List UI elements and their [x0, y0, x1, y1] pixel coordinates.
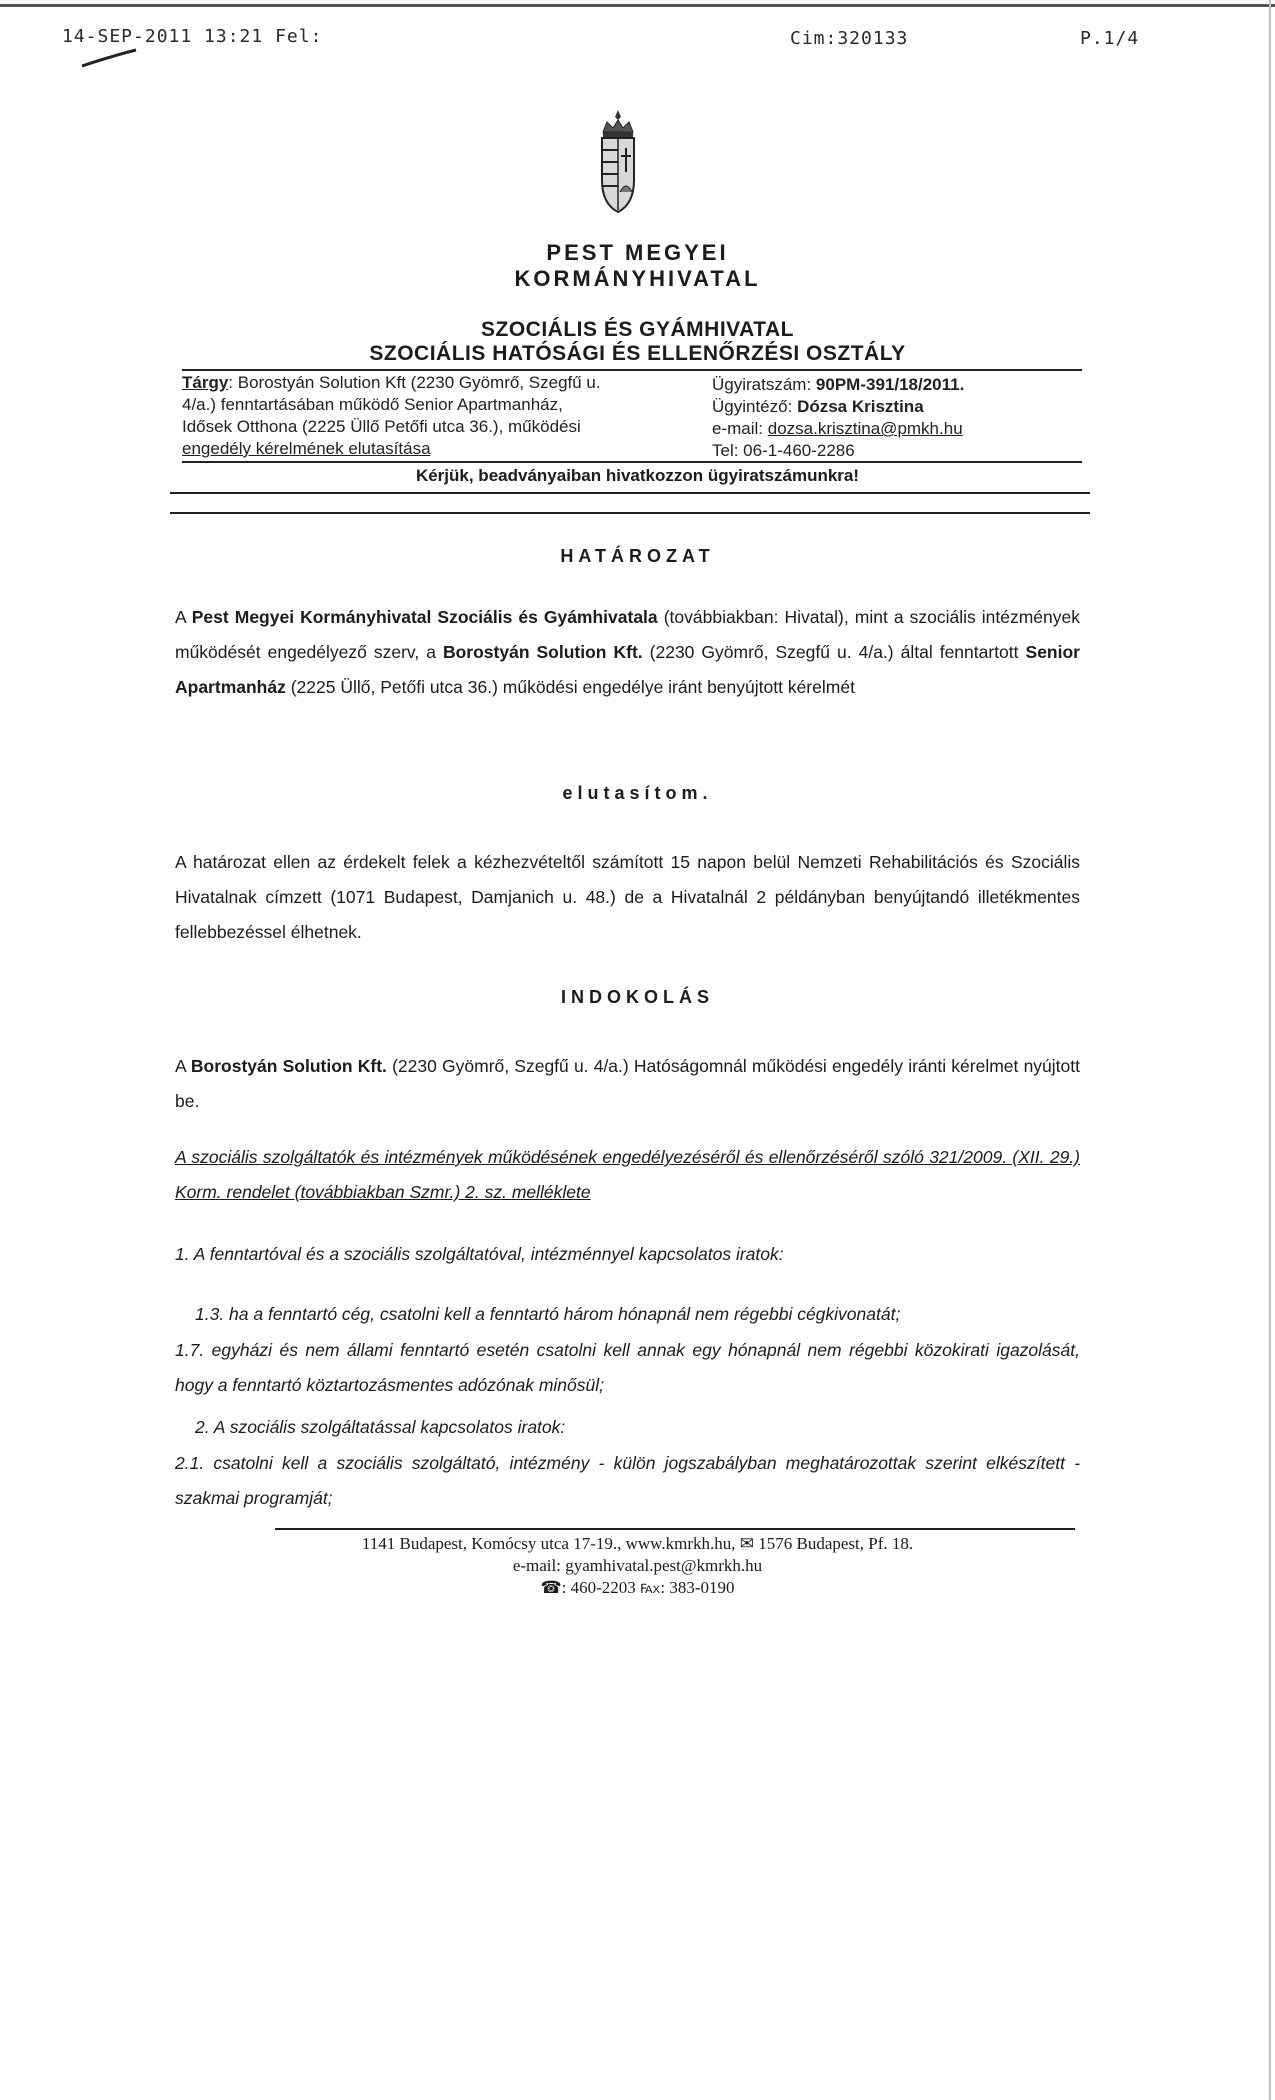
reasoning-paragraph: A Borostyán Solution Kft. (2230 Gyömrő, Szegfű u. 4/a.) Hatóságomnál működési engedély iránti kérelmet nyújtott be. — [175, 1056, 1080, 1111]
subject-line-3: Idősek Otthona (2225 Üllő Petőfi utca 36.), működési — [182, 417, 581, 436]
decision-paragraph: A Pest Megyei Kormányhivatal Szociális és Gyámhivatala (továbbiakban: Hivatal), mint a szociális intézmények működését engedélyező szerv, a Borostyán Solution Kft. (2230 Gyömrő, Szegfű u. 4/a.) által fenntartott Senior Apartmanház (2225 Üllő, Petőfi utca 36.) működési engedélye iránt benyújtott kérelmét — [175, 607, 1080, 697]
fax-page: P.1/4 — [1080, 28, 1140, 49]
footer-address: 1141 Budapest, Komócsy utca 17-19., www.kmrkh.hu, ✉ 1576 Budapest, Pf. 18. — [361, 1534, 914, 1553]
decision-title: HATÁROZAT — [560, 546, 715, 566]
dept-line1: SZOCIÁLIS ÉS GYÁMHIVATAL — [480, 318, 794, 341]
fax-cim: Cim:320133 — [790, 28, 909, 49]
officer-email-link[interactable]: dozsa.krisztina@pmkh.hu — [767, 419, 963, 438]
list-item-2-1: 2.1. csatolni kell a szociális szolgáltató, intézmény - külön jogszabályban meghatározottak szerint elkészített - szakmai programját; — [175, 1453, 1080, 1508]
pen-mark — [80, 48, 140, 68]
case-number-row: Ügyiratszám: 90PM-391/18/2011. — [712, 375, 965, 394]
scan-edge — [1269, 0, 1271, 2100]
officer-row: Ügyintéző: Dózsa Krisztina — [712, 397, 924, 416]
separator-rule-2 — [170, 512, 1090, 514]
subject-block — [182, 372, 702, 460]
header-rule — [182, 369, 1082, 371]
subject-rule — [182, 461, 1082, 463]
law-reference: A szociális szolgáltatók és intézmények működésének engedélyezéséről és ellenőrzéséről szóló 321/2009. (XII. 29.) Korm. rendelet (továbbiakban Szmr.) 2. sz. melléklete — [175, 1147, 1080, 1202]
list-item-2: 2. A szociális szolgáltatással kapcsolatos iratok: — [195, 1417, 566, 1437]
list-item-1-7: 1.7. egyházi és nem állami fenntartó esetén csatolni kell annak egy hónapnál nem régebbi közokirati igazolását, hogy a fenntartó köztartozásmentes adózónak minősül; — [175, 1340, 1080, 1395]
subject-label: Tárgy — [182, 373, 229, 392]
appeal-paragraph: A határozat ellen az érdekelt felek a kézhezvételtől számított 15 napon belül Nemzeti Rehabilitációs és Szociális Hivatalnak címzett (1071 Budapest, Damjanich u. 48.) de a Hivatalnál 2 példányban benyújtandó illetékmentes fellebbezéssel élhetnek. — [175, 852, 1080, 942]
subject-line-2: 4/a.) fenntartásában működő Senior Apartmanház, — [182, 395, 563, 414]
case-number: 90PM-391/18/2011. — [815, 375, 965, 394]
list-item-1: 1. A fenntartóval és a szociális szolgáltatóval, intézménnyel kapcsolatos iratok: — [175, 1244, 784, 1264]
separator-rule-1 — [170, 492, 1090, 494]
coat-of-arms-icon — [597, 108, 639, 216]
reference-note: Kérjük, beadványaiban hivatkozzon ügyiratszámunkra! — [415, 466, 860, 485]
list-item-1-3: 1.3. ha a fenntartó cég, csatolni kell a fenntartó három hónapnál nem régebbi cégkivonatát; — [195, 1304, 901, 1324]
decision-verdict: elutasítom. — [562, 783, 713, 803]
subject-line-4: engedély kérelmének elutasítása — [182, 439, 431, 458]
reasoning-title: INDOKOLÁS — [561, 987, 714, 1007]
fax-top-rule — [0, 4, 1275, 7]
fax-datetime: 14-SEP-2011 13:21 Fel: — [62, 26, 323, 47]
email-row: e-mail: dozsa.krisztina@pmkh.hu — [712, 419, 963, 438]
subject-line-1: Tárgy: Borostyán Solution Kft (2230 Gyömrő, Szegfű u. — [182, 373, 601, 392]
tel-row: Tel: 06-1-460-2286 — [712, 441, 855, 460]
footer-phone: ☎: 460-2203 ℻: 383-0190 — [540, 1578, 735, 1597]
footer-email: e-mail: gyamhivatal.pest@kmrkh.hu — [512, 1556, 763, 1575]
dept-line2: SZOCIÁLIS HATÓSÁGI ÉS ELLENŐRZÉSI OSZTÁLY — [369, 342, 906, 365]
footer-rule — [275, 1528, 1075, 1530]
org-line1: PEST MEGYEI — [546, 240, 729, 265]
case-info-block — [712, 374, 1092, 462]
org-line2: KORMÁNYHIVATAL — [514, 266, 761, 291]
officer-name: Dózsa Krisztina — [797, 397, 924, 416]
